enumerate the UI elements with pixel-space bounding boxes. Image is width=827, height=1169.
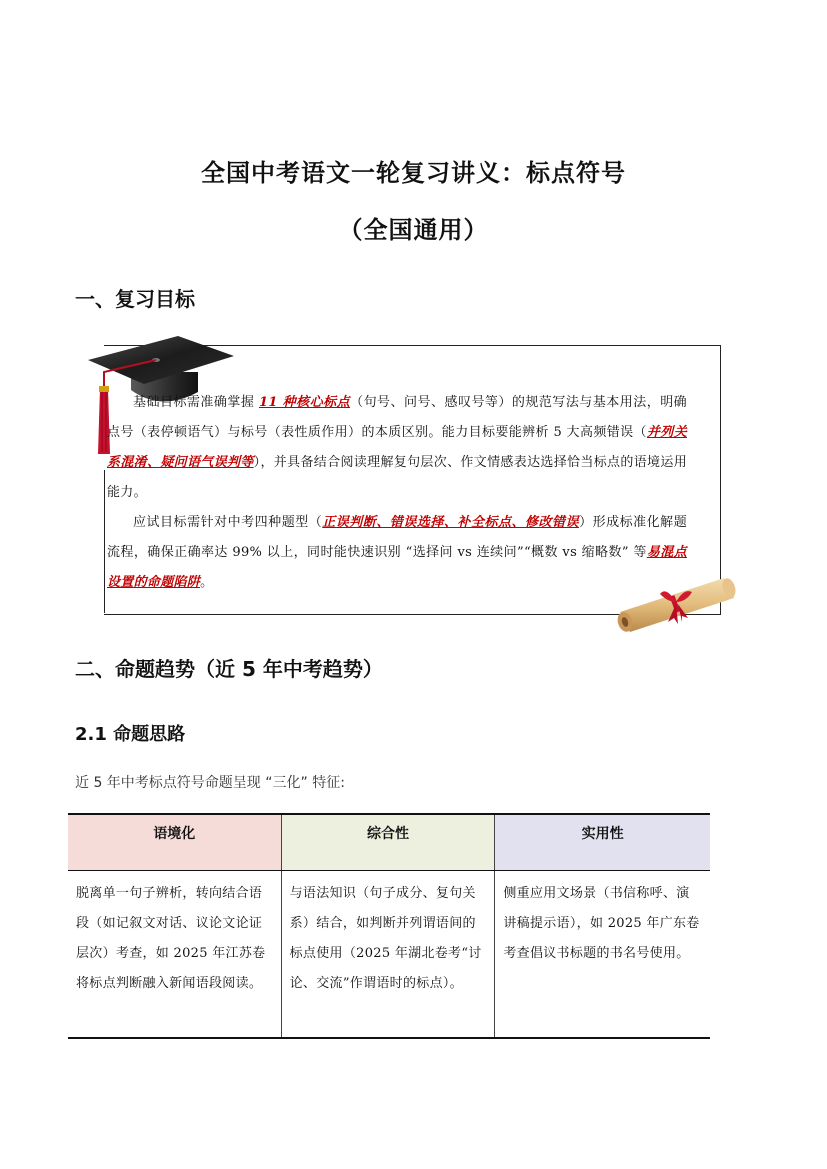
goals-body xyxy=(107,388,687,598)
highlight-question-types: 正误判断、错误选择、补全标点、修改错误 xyxy=(322,515,580,530)
section-heading-trends: 二、命题趋势（近 5 年中考趋势） xyxy=(75,657,383,681)
highlight-core-marks: 11 种核心标点 xyxy=(258,395,351,410)
document-subtitle: （全国通用） xyxy=(338,215,489,244)
table-header-row xyxy=(68,814,710,871)
table-header-context: 语境化 xyxy=(68,814,281,871)
goals-paragraph-2 xyxy=(107,508,687,598)
table-header-practical: 实用性 xyxy=(495,814,710,871)
text-run: （句号、问号、感叹号等）的规范写法与基本用法，明确点号（表停顿语气）与标号（表性质作用）的本质区别。能力目标要能辨析 5 大高频错误（ xyxy=(107,395,687,440)
table-row xyxy=(68,871,710,1039)
table-cell: 侧重应用文场景（书信称呼、演讲稿提示语），如 2025 年广东卷考查倡议书标题的书名号使用。 xyxy=(495,871,710,1039)
goals-frame-left-edge xyxy=(104,470,105,613)
text-run: 。 xyxy=(200,575,214,590)
intro-text: 近 5 年中考标点符号命题呈现 “三化” 特征: xyxy=(75,775,345,791)
text-run: 基础目标需准确掌握 xyxy=(133,395,259,410)
section-heading-goals: 一、复习目标 xyxy=(75,287,195,311)
highlight-errors: 并列关系混淆、疑问语气误判等 xyxy=(107,425,687,470)
document-title: 全国中考语文一轮复习讲义：标点符号 xyxy=(201,158,626,187)
table-cell: 脱离单一句子辨析，转向结合语段（如记叙文对话、议论文论证层次）考查，如 2025 年江苏卷将标点判断融入新闻语段阅读。 xyxy=(68,871,281,1039)
highlight-traps: 易混点设置的命题陷阱 xyxy=(107,545,687,590)
text-run: ），并具备结合阅读理解复句层次、作文情感表达选择恰当标点的语境运用能力。 xyxy=(107,455,687,500)
table-cell: 与语法知识（句子成分、复句关系）结合，如判断并列谓语间的标点使用（2025 年湖北卷考“讨论、交流”作谓语时的标点）。 xyxy=(281,871,495,1039)
trends-table xyxy=(68,813,710,1039)
diploma-scroll-icon xyxy=(612,572,742,634)
text-run: 应试目标需针对中考四种题型（ xyxy=(133,515,323,530)
goals-paragraph-1 xyxy=(107,388,687,508)
table-header-comprehensive: 综合性 xyxy=(281,814,495,871)
subsection-heading-ideas: 2.1 命题思路 xyxy=(75,724,186,745)
text-run: ）形成标准化解题流程，确保正确率达 99% 以上，同时能快速识别 “选择问 vs 连续问”“概数 vs 缩略数” 等 xyxy=(107,515,687,560)
